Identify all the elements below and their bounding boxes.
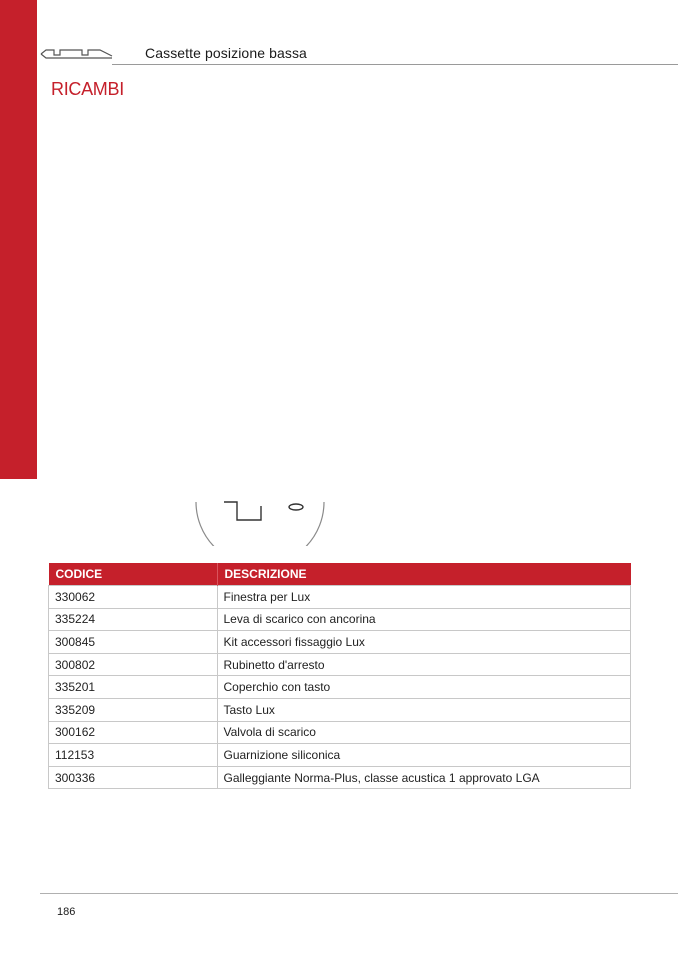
- table-row: [49, 631, 631, 654]
- part-code: 335201: [49, 676, 218, 699]
- section-title: RICAMBI: [51, 79, 124, 99]
- table-row: [49, 698, 631, 721]
- part-code: 330062: [49, 586, 218, 609]
- table-header-row: [49, 563, 631, 586]
- part-description: Galleggiante Norma-Plus, classe acustica 1 approvato LGA: [217, 766, 631, 789]
- table-row: [49, 586, 631, 609]
- page-number: 186: [57, 906, 76, 918]
- part-description: Rubinetto d'arresto: [217, 653, 631, 676]
- brand-color-band: [0, 0, 37, 479]
- part-description: Valvola di scarico: [217, 721, 631, 744]
- part-description: Coperchio con tasto: [217, 676, 631, 699]
- column-header-description: DESCRIZIONE: [217, 563, 631, 586]
- spare-parts-table: [48, 563, 631, 789]
- table-row: [49, 744, 631, 767]
- part-description: Leva di scarico con ancorina: [217, 608, 631, 631]
- part-code: 335209: [49, 698, 218, 721]
- table-row: [49, 653, 631, 676]
- part-code: 112153: [49, 744, 218, 767]
- column-header-code: CODICE: [49, 563, 218, 586]
- part-code: 300802: [49, 653, 218, 676]
- footer-divider: [40, 893, 678, 894]
- part-description: Guarnizione siliconica: [217, 744, 631, 767]
- table-row: [49, 721, 631, 744]
- part-description: Tasto Lux: [217, 698, 631, 721]
- part-description: Kit accessori fissaggio Lux: [217, 631, 631, 654]
- toilet-outline-logo-icon: [40, 46, 114, 64]
- part-description: Finestra per Lux: [217, 586, 631, 609]
- table-row: [49, 608, 631, 631]
- part-code: 300845: [49, 631, 218, 654]
- part-code: 300336: [49, 766, 218, 789]
- part-code: 335224: [49, 608, 218, 631]
- running-header-title: Cassette posizione bassa: [145, 45, 307, 61]
- part-code: 300162: [49, 721, 218, 744]
- flush-plate-detail-icon: [190, 500, 330, 546]
- header-divider: [112, 64, 678, 65]
- table-row: [49, 676, 631, 699]
- table-row: [49, 766, 631, 789]
